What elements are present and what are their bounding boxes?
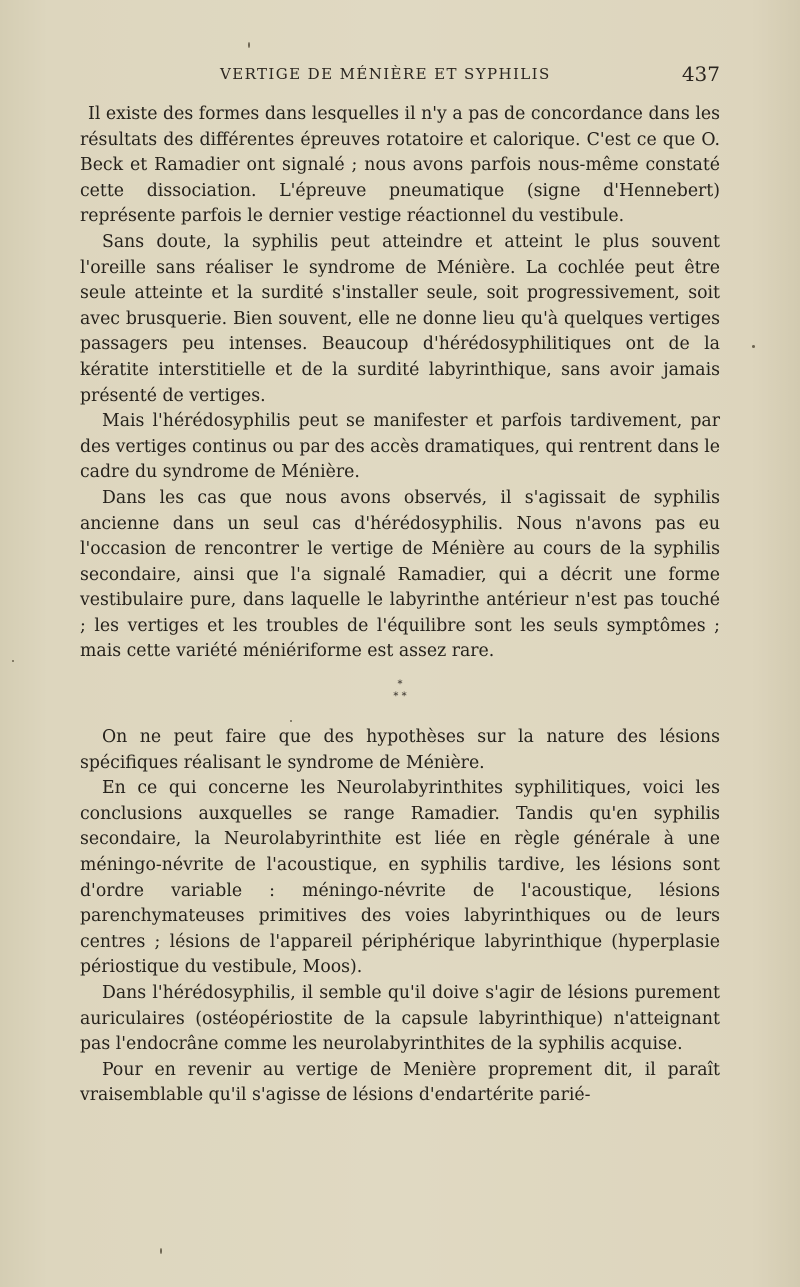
page-header	[80, 62, 720, 88]
paper-speck	[160, 1248, 162, 1254]
separator-star-top: *	[397, 679, 403, 691]
paragraph: Mais l'hérédosyphilis peut se manifester et parfois tardivement, par des vertiges continus ou par des accès dramatiques, qui rentrent dans le cadre du syndrome de Ménière.	[80, 411, 720, 483]
paragraph: En ce qui concerne les Neurolabyrinthites syphilitiques, voici les conclusions auxquelles se range Ramadier. Tandis qu'en syphilis secondaire, la Neurolabyrinthite est liée en règle générale à une méningo-névrite de l'acoustique, en syphilis tardive, les lésions sont d'ordre variable : méningo-névrite de l'acoustique, lésions parenchymateuses primitives des voies labyrinthiques ou de leurs centres ; lésions de l'appareil périphérique labyrinthique (hyperplasie périostique du vestibule, Moos).	[80, 778, 720, 978]
paragraph: On ne peut faire que des hypothèses sur la nature des lésions spécifiques réalisant le syndrome de Ménière.	[80, 727, 720, 773]
running-title: VERTIGE DE MÉNIÈRE ET SYPHILIS	[220, 65, 551, 83]
separator-stars-bottom: * *	[393, 691, 407, 703]
page-body	[80, 102, 720, 1109]
paragraph: Il existe des formes dans lesquelles il n'y a pas de concordance dans les résultats des différentes épreuves rotatoire et calorique. C'est ce que O. Beck et Ramadier ont signalé ; nous avons parfois nous-même constaté cette dissociation. L'épreuve pneumatique (signe d'Hennebert) représente parfois le dernier vestige réactionnel du vestibule.	[80, 104, 720, 227]
paper-speck	[248, 42, 250, 48]
paragraph: Pour en revenir au vertige de Menière proprement dit, il paraît vraisemblable qu'il s'agisse de lésions d'endartérite parié-	[80, 1059, 720, 1106]
paragraph: Dans l'hérédosyphilis, il semble qu'il doive s'agir de lésions purement auriculaires (ostéopériostite de la capsule labyrinthique) n'atteignant pas l'endocrâne comme les neurolabyrinthites de la syphilis acquise.	[80, 983, 720, 1055]
section-separator	[80, 679, 720, 703]
paper-speck	[12, 660, 14, 662]
paper-speck	[752, 345, 755, 348]
paragraph: Sans doute, la syphilis peut atteindre et atteint le plus souvent l'oreille sans réaliser le syndrome de Ménière. La cochlée peut être seule atteinte et la surdité s'installer seule, soit progressivement, soit avec brusquerie. Bien souvent, elle ne donne lieu qu'à quelques vertiges passagers peu intenses. Beaucoup d'hérédosyphilitiques ont de la kératite interstitielle et de la surdité labyrinthique, sans avoir jamais présenté de vertiges.	[80, 231, 720, 406]
page-number: 437	[681, 62, 720, 86]
paper-speck	[290, 720, 292, 722]
paragraph: Dans les cas que nous avons observés, il s'agissait de syphilis ancienne dans un seul cas d'hérédosyphilis. Nous n'avons pas eu l'occasion de rencontrer le vertige de Ménière au cours de la syphilis secondaire, ainsi que l'a signalé Ramadier, qui a décrit une forme vestibulaire pure, dans laquelle le labyrinthe antérieur n'est pas touché ; les vertiges et les troubles de l'équilibre sont les seuls symptômes ; mais cette variété méniériforme est assez rare.	[80, 487, 720, 662]
